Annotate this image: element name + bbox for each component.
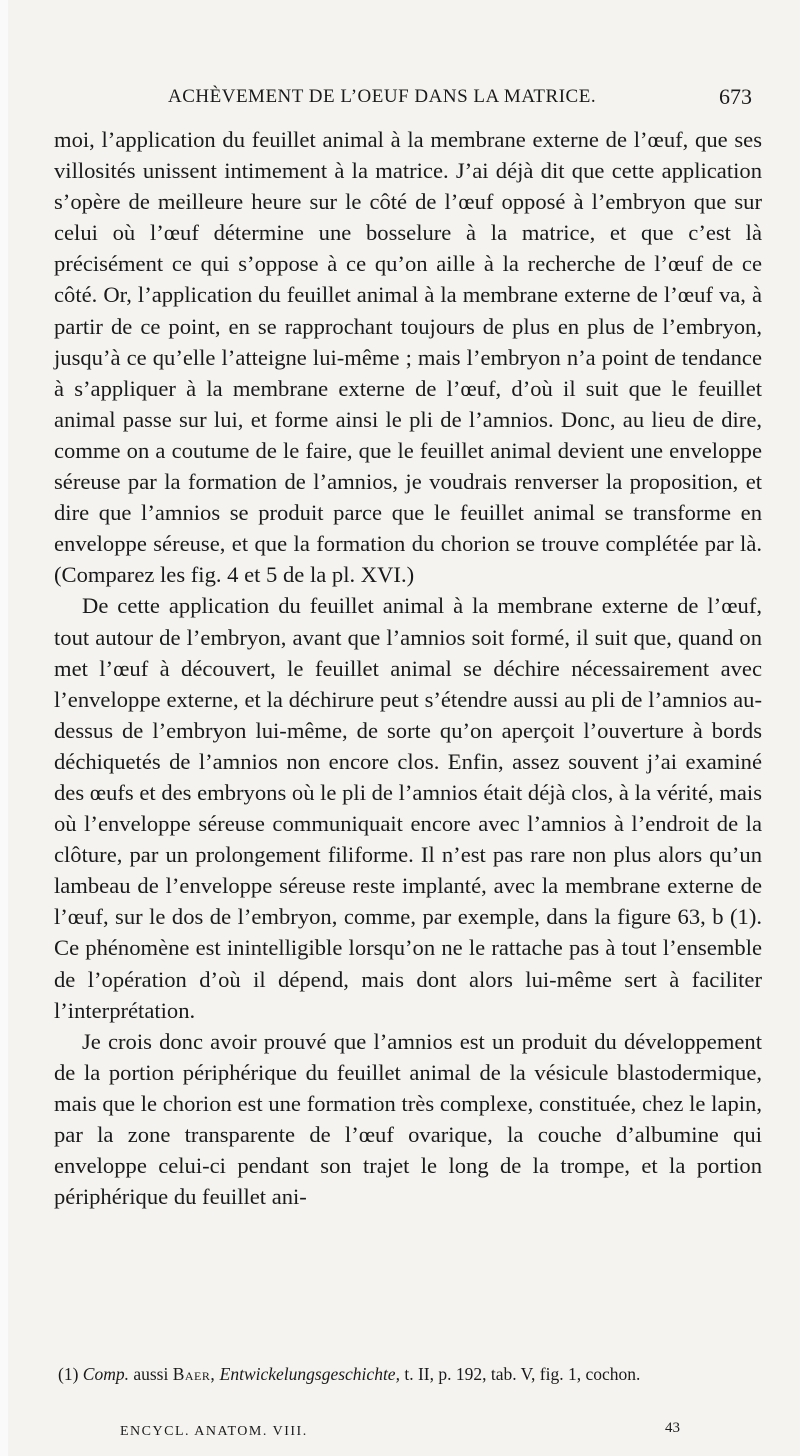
page-header <box>168 86 752 116</box>
footnote-details: t. II, p. 192, tab. V, fig. 1, cochon. <box>404 1364 641 1384</box>
running-title: ACHÈVEMENT DE L’OEUF DANS LA MATRICE. <box>168 86 597 107</box>
paragraph: De cette application du feuillet animal à la membrane externe de l’œuf, tout autour de l’embryon, avant que l’amnios soit formé, il suit que, quand on met l’œuf à découvert, le feuillet animal se déchire nécessairement avec l’enveloppe externe, et la déchirure peut s’étendre aussi au pli de l’amnios au-dessus de l’embryon lui-même, de sorte qu’on aperçoit l’ouverture à bords déchiquetés de l’amnios non encore clos. Enfin, assez souvent j’ai examiné des œufs et des embryons où le pli de l’amnios était déjà clos, à la vérité, mais où l’enveloppe séreuse communiquait encore avec l’amnios à l’endroit de la clôture, par un prolongement filiforme. Il n’est pas rare non plus alors qu’un lambeau de l’enveloppe séreuse reste implanté, avec la membrane externe de l’œuf, sur le dos de l’embryon, comme, par exemple, dans la figure 63, b (1). Ce phénomène est inintelligible lorsqu’on ne le rattache pas à tout l’ensemble de l’opération d’où il dépend, mais dont alors lui-même sert à faciliter l’interprétation. <box>54 593 762 1023</box>
footnote-marker: (1) <box>58 1364 79 1384</box>
page-number: 673 <box>719 84 752 109</box>
footnote-connector: aussi <box>133 1364 169 1384</box>
footnote-author: Baer, <box>172 1364 216 1384</box>
body-text <box>54 124 762 1212</box>
page-footer <box>120 1420 680 1440</box>
sheet-number: 43 <box>665 1420 680 1436</box>
footnote <box>54 1362 762 1386</box>
footnote-prefix: Comp. <box>82 1364 129 1384</box>
printer-signature: ENCYCL. ANATOM. VIII. <box>120 1424 308 1439</box>
paragraph-continued: moi, l’application du feuillet animal à la membrane externe de l’œuf, que ses villosités unissent intimement à la matrice. J’ai déjà dit que cette application s’opère de meilleure heure sur le côté de l’œuf opposé à l’embryon que sur celui où l’œuf détermine une bosselure à la matrice, et que c’est là précisément ce qui s’oppose à ce qu’on aille à la recherche de l’œuf de ce côté. Or, l’application du feuillet animal à la membrane externe de l’œuf va, à partir de ce point, en se rapprochant toujours de plus en plus de l’embryon, jusqu’à ce qu’elle l’atteigne lui-même ; mais l’embryon n’a point de tendance à s’appliquer à la membrane externe de l’œuf, d’où il suit que le feuillet animal passe sur lui, et forme ainsi le pli de l’amnios. Donc, au lieu de dire, comme on a coutume de le faire, que le feuillet animal devient une enveloppe séreuse par la formation de l’amnios, je voudrais renverser la proposition, et dire que l’amnios se produit parce que le feuillet animal se transforme en enveloppe séreuse, et que la formation du chorion se trouve complétée par là. (Comparez les fig. 4 et 5 de la pl. XVI.) <box>54 127 762 588</box>
footnote-work: Entwickelungsgeschichte, <box>219 1364 400 1384</box>
paragraph: Je crois donc avoir prouvé que l’amnios est un produit du développement de la portion périphérique du feuillet animal de la vésicule blastodermique, mais que le chorion est une formation très complexe, constituée, chez le lapin, par la zone transparente de l’œuf ovarique, la couche d’albumine qui enveloppe celui-ci pendant son trajet le long de la trompe, et la portion périphérique du feuillet ani- <box>54 1028 762 1210</box>
